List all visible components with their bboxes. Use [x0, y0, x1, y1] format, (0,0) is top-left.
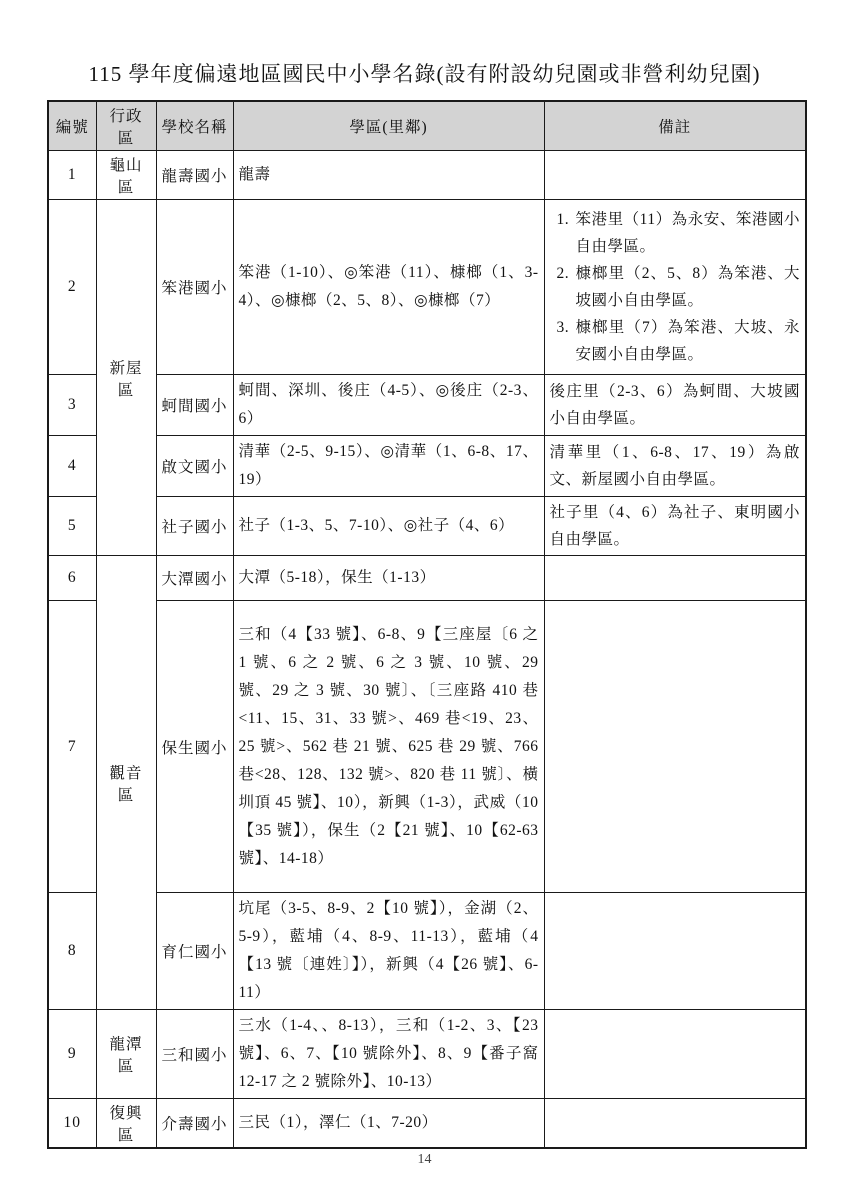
school-cell: 蚵間國小 — [156, 375, 233, 436]
school-cell: 笨港國小 — [156, 200, 233, 375]
table-row — [48, 893, 806, 1010]
row-id: 5 — [48, 497, 96, 556]
school-cell: 大潭國小 — [156, 556, 233, 601]
row-id: 2 — [48, 200, 96, 375]
table-row — [48, 601, 806, 893]
table-row — [48, 556, 806, 601]
district-cell: 觀音區 — [96, 556, 156, 1010]
zone-cell: 清華（2-5、9-15）、◎清華（1、6-8、17、19） — [233, 436, 544, 497]
row-id: 7 — [48, 601, 96, 893]
zone-cell: 龍壽 — [233, 151, 544, 200]
header-id: 編號 — [48, 101, 96, 151]
table-row — [48, 497, 806, 556]
page-number: 14 — [417, 1152, 432, 1167]
note-cell: 社子里（4、6）為社子、東明國小自由學區。 — [544, 497, 806, 556]
school-cell: 育仁國小 — [156, 893, 233, 1010]
zone-cell: 坑尾（3-5、8-9、2【10 號】），金湖（2、5-9），藍埔（4、8-9、11-13），藍埔（4【13 號〔連姓〕】），新興（4【26 號】、6-11） — [233, 893, 544, 1010]
table-row — [48, 436, 806, 497]
district-cell: 新屋區 — [96, 200, 156, 556]
row-id: 3 — [48, 375, 96, 436]
note-cell — [544, 601, 806, 893]
school-cell: 龍壽國小 — [156, 151, 233, 200]
header-remarks: 備註 — [544, 101, 806, 151]
school-cell: 三和國小 — [156, 1010, 233, 1099]
zone-cell: 蚵間、深圳、後庄（4-5）、◎後庄（2-3、6） — [233, 375, 544, 436]
table-header-row — [48, 101, 806, 151]
zone-cell: 笨港（1-10）、◎笨港（11）、槺榔（1、3-4）、◎槺榔（2、5、8）、◎槺榔（7） — [233, 200, 544, 375]
table-row — [48, 375, 806, 436]
note-cell — [544, 151, 806, 200]
row-id: 9 — [48, 1010, 96, 1099]
page-title: 115 學年度偏遠地區國民中小學名錄(設有附設幼兒園或非營利幼兒園) — [88, 62, 761, 86]
zone-cell: 三民（1），澤仁（1、7-20） — [233, 1099, 544, 1149]
header-school-name: 學校名稱 — [156, 101, 233, 151]
note-cell — [544, 200, 806, 375]
school-cell: 介壽國小 — [156, 1099, 233, 1149]
note-item: 3. 槺榔里（7）為笨港、大坡、永安國小自由學區。 — [574, 314, 801, 368]
row-id: 4 — [48, 436, 96, 497]
school-cell: 啟文國小 — [156, 436, 233, 497]
note-cell — [544, 556, 806, 601]
table-row — [48, 151, 806, 200]
table-row — [48, 1099, 806, 1149]
table-row — [48, 200, 806, 375]
row-id: 1 — [48, 151, 96, 200]
table-row — [48, 1010, 806, 1099]
note-item: 2. 槺榔里（2、5、8）為笨港、大坡國小自由學區。 — [574, 260, 801, 314]
zone-cell: 大潭（5-18），保生（1-13） — [233, 556, 544, 601]
note-cell: 清華里（1、6-8、17、19）為啟文、新屋國小自由學區。 — [544, 436, 806, 497]
header-district: 行政區 — [96, 101, 156, 151]
note-cell: 後庄里（2-3、6）為蚵間、大坡國小自由學區。 — [544, 375, 806, 436]
row-id: 6 — [48, 556, 96, 601]
school-cell: 社子國小 — [156, 497, 233, 556]
school-cell: 保生國小 — [156, 601, 233, 893]
note-cell — [544, 1099, 806, 1149]
district-cell: 龍潭區 — [96, 1010, 156, 1099]
school-district-table — [47, 100, 807, 1149]
note-cell — [544, 893, 806, 1010]
note-item: 1. 笨港里（11）為永安、笨港國小自由學區。 — [574, 206, 801, 260]
district-cell: 復興區 — [96, 1099, 156, 1149]
zone-cell: 三和（4【33 號】、6-8、9【三座屋〔6 之 1 號、6 之 2 號、6 之 3 號、10 號、29 號、29 之 3 號、30 號〕、〔三座路 410 巷<11、15、31、33 號>、469 巷<19、23、25 號>、562 巷 21 號、625 巷 29 號、766 巷<28、128、132 號>、820 巷 11 號〕、橫圳頂 45 號】、10），新興（1-3），武威（10【35 號】），保生（2【21 號】、10【62-63 號】、14-18） — [233, 601, 544, 893]
district-cell: 龜山區 — [96, 151, 156, 200]
zone-cell: 三水（1-4、、8-13），三和（1-2、3、【23 號】、6、7、【10 號除外】、8、9【番子窩 12-17 之 2 號除外】、10-13） — [233, 1010, 544, 1099]
row-id: 10 — [48, 1099, 96, 1149]
header-school-zone: 學區(里鄰) — [233, 101, 544, 151]
row-id: 8 — [48, 893, 96, 1010]
note-cell — [544, 1010, 806, 1099]
zone-cell: 社子（1-3、5、7-10）、◎社子（4、6） — [233, 497, 544, 556]
note-list — [550, 206, 801, 368]
